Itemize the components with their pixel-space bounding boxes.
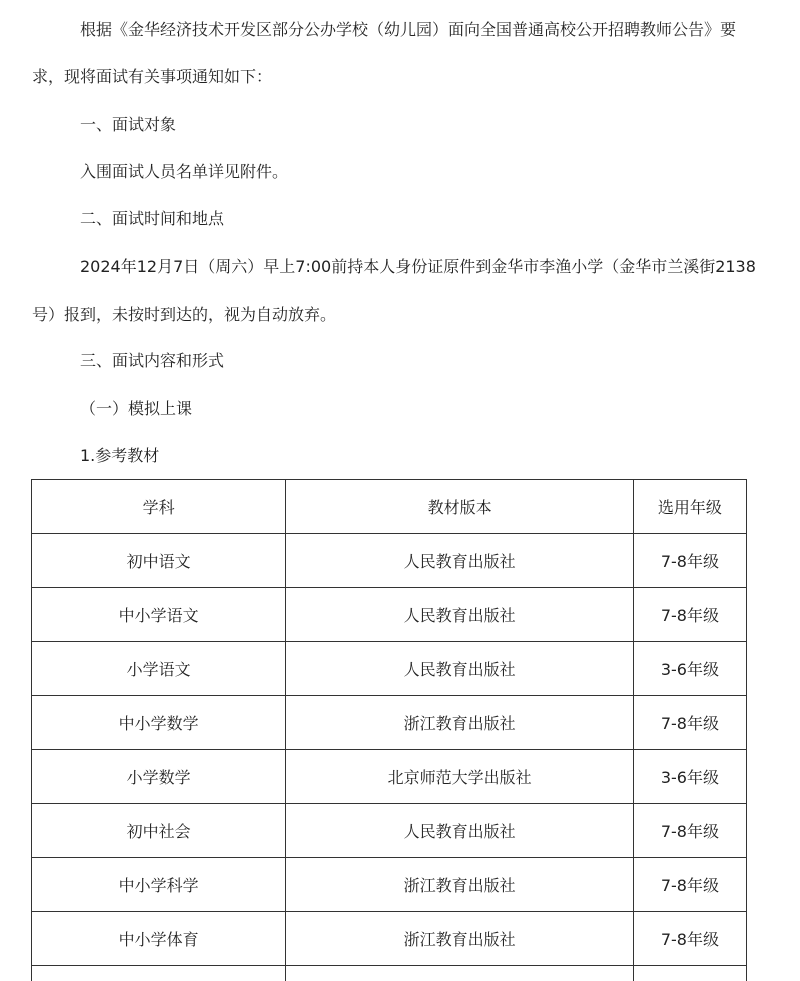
table-cell-subject: 初中语文 <box>32 534 286 588</box>
table-cell-grade: 3-6年级 <box>633 750 746 804</box>
intro-paragraph-line-2: 求，现将面试有关事项通知如下： <box>32 67 273 86</box>
table-cell-subject: 小学数学 <box>32 750 286 804</box>
table-cell-grade: 7-8年级 <box>633 696 746 750</box>
table-cell-grade: 7-8年级 <box>633 912 746 966</box>
section-heading-time-location: 二、面试时间和地点 <box>80 209 225 228</box>
table-cell-grade: 7-8年级 <box>633 534 746 588</box>
table-cell-grade: 3-6年级 <box>633 642 746 696</box>
table-cell-grade: 7-8年级 <box>633 588 746 642</box>
table-row <box>32 750 747 804</box>
section-text-interview-targets: 入围面试人员名单详见附件。 <box>80 162 289 181</box>
table-header-edition: 教材版本 <box>286 480 633 534</box>
table-row <box>32 858 747 912</box>
table-header-subject: 学科 <box>32 480 286 534</box>
table-header-row <box>32 480 747 534</box>
table-cell-subject: 中小学数学 <box>32 696 286 750</box>
item-heading-reference-textbooks: 1.参考教材 <box>80 446 160 465</box>
textbook-table <box>31 479 747 981</box>
section-heading-content-format: 三、面试内容和形式 <box>80 351 225 370</box>
table-cell-empty <box>633 966 746 981</box>
table-cell-empty <box>286 966 633 981</box>
subsection-heading-mock-lesson: （一）模拟上课 <box>80 399 193 418</box>
table-cell-grade: 7-8年级 <box>633 858 746 912</box>
table-row-partial <box>32 966 747 981</box>
table-cell-edition: 人民教育出版社 <box>286 642 633 696</box>
table-row <box>32 804 747 858</box>
table-cell-subject: 中小学语文 <box>32 588 286 642</box>
table-cell-subject: 初中社会 <box>32 804 286 858</box>
table-cell-edition: 浙江教育出版社 <box>286 858 633 912</box>
table-cell-edition: 浙江教育出版社 <box>286 912 633 966</box>
table-cell-edition: 人民教育出版社 <box>286 534 633 588</box>
section-heading-interview-targets: 一、面试对象 <box>80 115 177 134</box>
section-text-time-location-line-2: 号）报到，未按时到达的，视为自动放弃。 <box>32 305 337 324</box>
table-cell-edition: 北京师范大学出版社 <box>286 750 633 804</box>
table-header-grade: 选用年级 <box>633 480 746 534</box>
table-row <box>32 642 747 696</box>
intro-paragraph-line-1: 根据《金华经济技术开发区部分公办学校（幼儿园）面向全国普通高校公开招聘教师公告》要 <box>80 20 737 39</box>
table-cell-subject: 中小学科学 <box>32 858 286 912</box>
table-cell-empty <box>32 966 286 981</box>
section-text-time-location-line-1: 2024年12月7日（周六）早上7:00前持本人身份证原件到金华市李渔小学（金华市兰溪街2138 <box>80 257 756 276</box>
table-cell-subject: 小学语文 <box>32 642 286 696</box>
table-row <box>32 588 747 642</box>
table-cell-edition: 浙江教育出版社 <box>286 696 633 750</box>
table-row <box>32 696 747 750</box>
table-cell-grade: 7-8年级 <box>633 804 746 858</box>
table-row <box>32 534 747 588</box>
table-cell-edition: 人民教育出版社 <box>286 804 633 858</box>
table-row <box>32 912 747 966</box>
table-cell-subject: 中小学体育 <box>32 912 286 966</box>
table-cell-edition: 人民教育出版社 <box>286 588 633 642</box>
